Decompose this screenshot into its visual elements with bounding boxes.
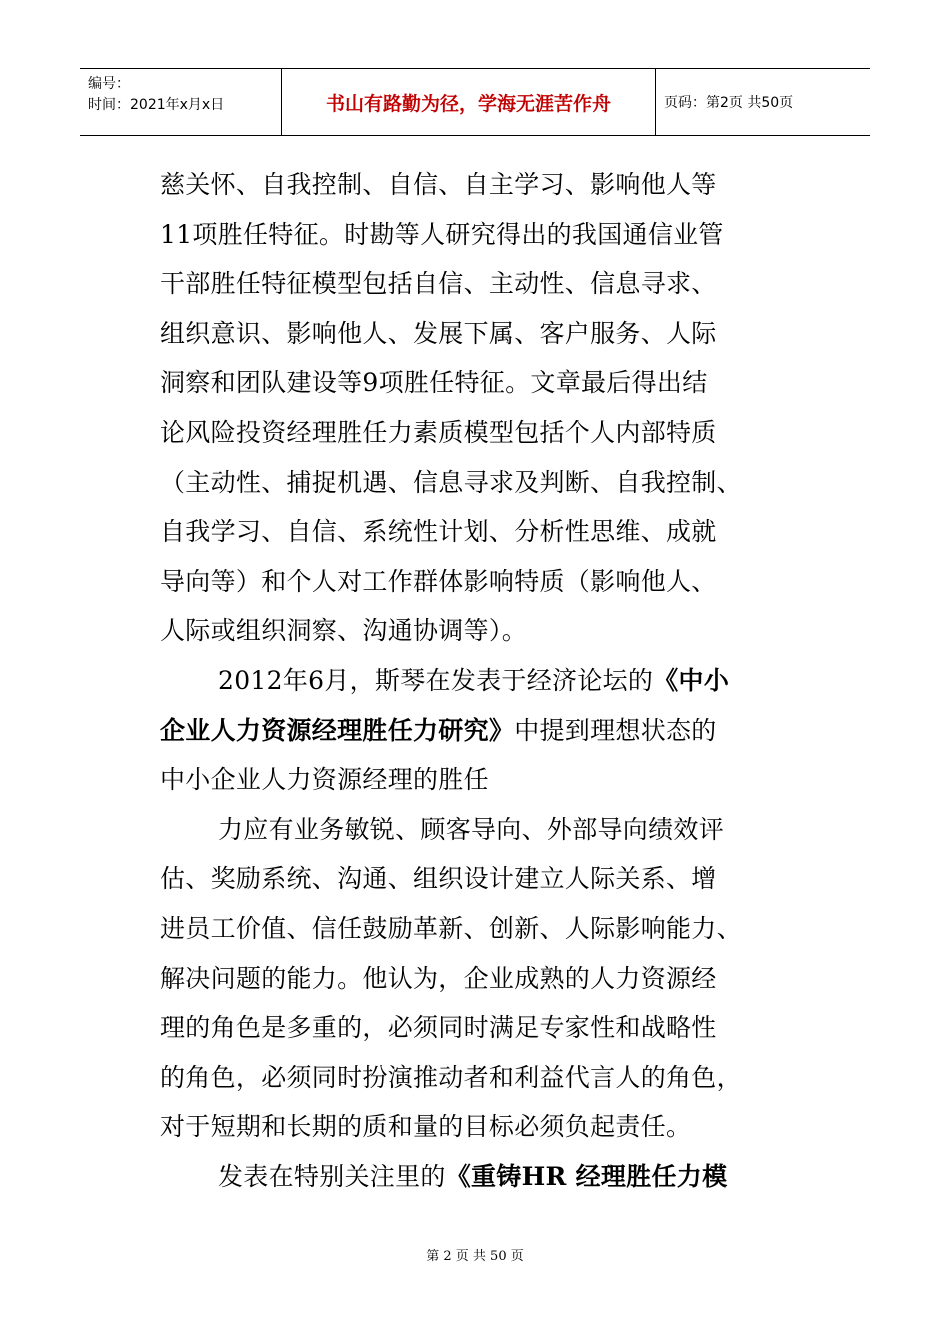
p4-plain-text: 发表在特别关注里的 [218,1161,446,1191]
page-footer: 第 2 页 共 50 页 [426,1249,524,1264]
body-line: 论风险投资经理胜任力素质模型包括个人内部特质 [160,417,717,447]
body-line: （主动性、捕捉机遇、信息寻求及判断、自我控制、 [160,467,742,497]
article-title-end: 企业人力资源经理胜任力研究》 [160,715,515,745]
body-line: 洞察和团队建设等9项胜任特征。文章最后得出结 [160,368,708,398]
p2-plain-text: 2012年6月，斯琴在发表于经济论坛的 [218,665,654,695]
article-title-start: 《中小 [653,665,730,695]
document-body [160,160,810,1201]
document-number-label: 编号： [88,76,130,92]
body-line: 估、奖励系统、沟通、组织设计建立人际关系、增 [160,864,717,894]
paragraph-2-line-1 [160,656,810,706]
article-title-2: 《重铸HR 经理胜任力模 [445,1161,728,1191]
body-line: 人际或组织洞察、沟通协调等）。 [160,616,528,646]
body-line: 解决问题的能力。他认为，企业成熟的人力资源经 [160,963,717,993]
body-line: 11项胜任特征。时勘等人研究得出的我国通信业管 [160,219,724,249]
header-page-code: 页码：第2页 共50页 [664,95,794,111]
paragraph-4-line-1 [160,1152,810,1202]
page-header [80,68,870,136]
document-time-label: 时间：2021年x月x日 [88,97,225,113]
body-line: 的角色，必须同时扮演推动者和利益代言人的角色， [160,1062,742,1092]
body-line: 组织意识、影响他人、发展下属、客户服务、人际 [160,318,717,348]
p2-plain-text: 中提到理想状态的 [514,715,717,745]
body-line: 力应有业务敏锐、顾客导向、外部导向绩效评 [218,814,725,844]
body-line: 干部胜任特征模型包括自信、主动性、信息寻求、 [160,269,717,299]
body-line: 导向等）和个人对工作群体影响特质（影响他人、 [160,566,717,596]
paragraph-2-line-2 [160,706,810,756]
header-motto: 书山有路勤为径，学海无涯苦作舟 [282,69,656,135]
body-line: 进员工价值、信任鼓励革新、创新、人际影响能力、 [160,913,742,943]
body-line: 对于短期和长期的质和量的目标必须负起责任。 [160,1112,692,1142]
body-line: 慈关怀、自我控制、自信、自主学习、影响他人等 [160,170,717,199]
header-meta-cell [80,69,282,135]
paragraph-2-line-3: 中小企业人力资源经理的胜任 [160,765,489,795]
body-line: 自我学习、自信、系统性计划、分析性思维、成就 [160,517,717,547]
body-line: 理的角色是多重的，必须同时满足专家性和战略性 [160,1013,717,1043]
